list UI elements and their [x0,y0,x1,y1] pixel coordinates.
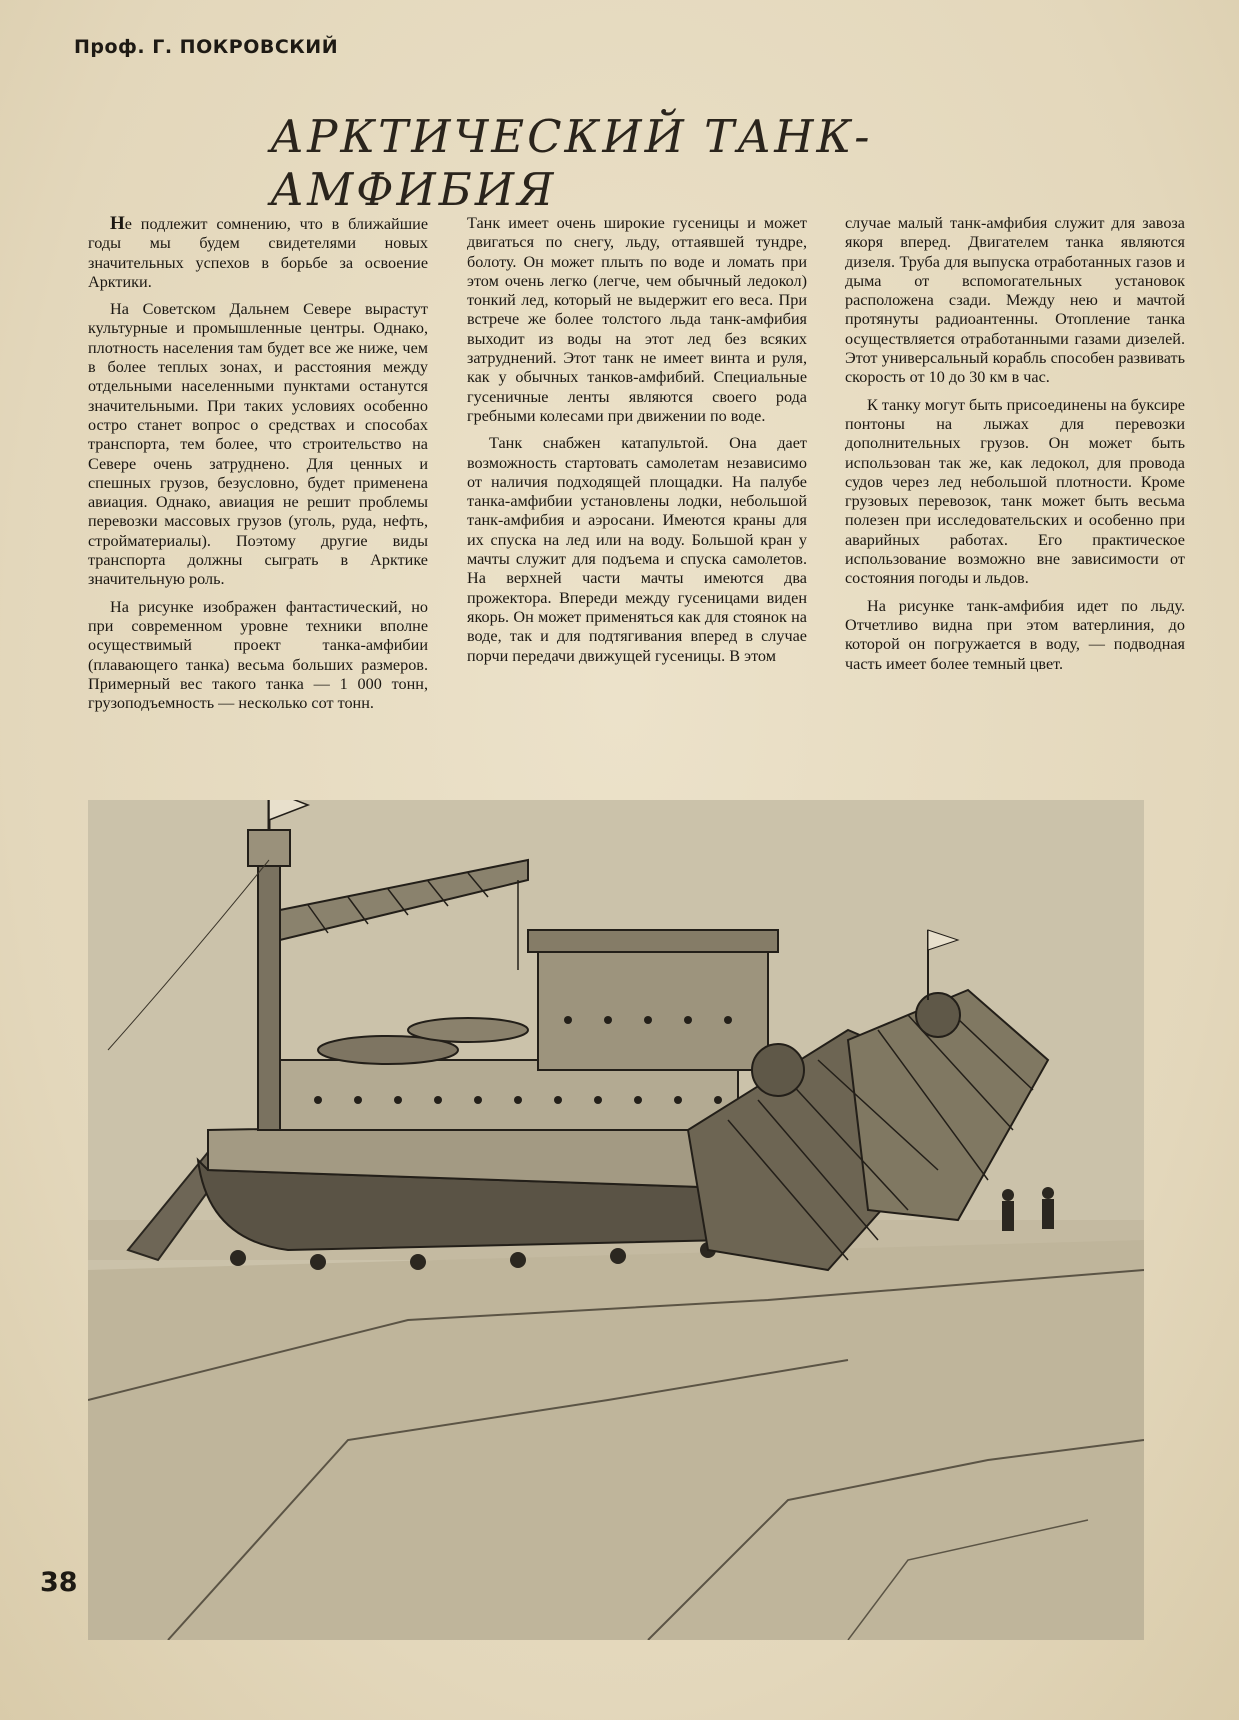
text-column-2 [467,214,807,674]
paragraph-text: е подлежит сомнению, что в ближайшие годы мы будем свидетелями новых значительных успехов в борьбе за освоение Арктики. [88,215,428,291]
paragraph: На Советском Дальнем Севере вырастут культурные и промышленные центры. Однако, плотность населения там будет все же ниже, чем в более теплых зонах, и расстояния между отдельными населенными пунктами останутся значительными. При таких условиях особенно остро станет вопрос о средствах и способах транспорта, тем более, что строительство на Севере очень затруднено. Для ценных и спешных грузов, безусловно, будет применена авиация. Однако, авиация не решит проблемы перевозки массовых грузов (уголь, руда, нефть, стройматериалы). Поэтому другие виды транспорта должны сыграть в Арктике значительную роль. [88,300,428,589]
small-tank [408,1018,528,1042]
paragraph: К танку могут быть присоединены на буксире понтоны на лыжах для перевозки дополнительных грузов. Он может быть использован так же, как ледокол, для провода судов через лед небольшой плотности. Кроме грузовых перевозок, танк может быть весьма полезен при исследовательских и особенно при аварийных работах. Его практическое использование возможно вне зависимости от состояния погоды и льдов. [845,395,1185,588]
illustration-drawing [88,800,1144,1640]
text-column-3 [845,214,1185,682]
bridge-house [538,950,768,1070]
text-column-1 [88,214,428,721]
paragraph: Танк имеет очень широкие гусеницы и может двигаться по снегу, льду, оттаявшей тундре, болоту. Он может плыть по воде и ломать при этом очень легко (легче, чем обычный ледокол) тонкий лед, который не выдержит его веса. При встрече же более толстого льда танк-амфибия выходит из воды на этот лед без всяких затруднений. Этот танк не имеет винта и руля, как у обычных танков-амфибий. Специальные гусеничные ленты являются своего рода гребными колесами при движении по воде. [467,214,807,425]
mast [258,860,280,1130]
paragraph [88,214,428,292]
paragraph: На рисунке изображен фантастический, но при современном уровне техники вполне осуществимый проект танка-амфибии (плавающего танка) весьма больших размеров. Примерный вес такого танка — 1 000 тонн, грузоподъемность — несколько сот тонн. [88,597,428,713]
author-byline: Проф. Г. ПОКРОВСКИЙ [74,36,339,58]
drop-cap: Н [110,213,125,234]
ice-field [88,1240,1144,1640]
tank-amphibian-illustration [88,800,1144,1640]
paragraph: Танк снабжен катапультой. Она дает возможность стартовать самолетам независимо от наличия подходящей площадки. На палубе танка-амфибии установлены лодки, небольшой танк-амфибия и аэросани. Имеются краны для их спуска на лед или на воду. Большой кран у мачты служит для подъема и спуска самолетов. На верхней части мачты имеются два прожектора. Впереди между гусеницами виден якорь. Он может применяться как для стоянок на воде, так и для подтягивания вперед в случае порчи передачи движущей гусеницы. В этом [467,434,807,665]
paragraph: На рисунке танк-амфибия идет по льду. Отчетливо видна при этом ватерлиния, до которой он погружается в воду, — подводная часть имеет более темный цвет. [845,596,1185,673]
catapult-deck [528,930,778,952]
article-title: АРКТИЧЕСКИЙ ТАНК-АМФИБИЯ [270,110,873,216]
drive-wheel [752,1044,804,1096]
drive-wheel [916,993,960,1037]
page-number: 38 [40,1567,78,1598]
paragraph: случае малый танк-амфибия служит для завоза якоря вперед. Двигателем танка являются дизеля. Труба для выпуска отработанных газов и дыма от вспомогательных установок расположена сзади. Между нею и мачтой протянуты радиоантенны. Отопление танка осуществляется отработанными газами дизелей. Этот универсальный корабль способен развивать скорость от 10 до 30 км в час. [845,214,1185,387]
